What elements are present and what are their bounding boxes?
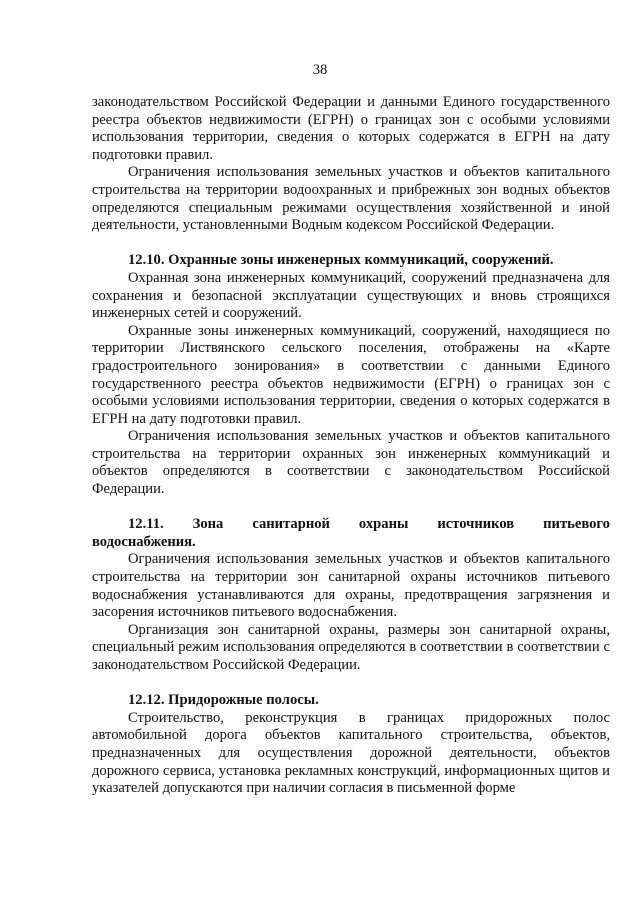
heading-word: 12.11.: [128, 516, 164, 533]
heading-word: охраны: [358, 516, 409, 533]
section-heading-12-11-line2: водоснабжения.: [92, 533, 196, 550]
heading-word: питьевого: [543, 516, 610, 533]
paragraph: Охранная зона инженерных коммуникаций, сооружений предназначена для сохранения и безопасной эксплуатации существующих и вновь строящихся инженерных сетей и сооружений.: [92, 269, 610, 322]
section-heading-12-10: 12.10. Охранные зоны инженерных коммуникаций, сооружений.: [128, 252, 554, 269]
paragraph: Охранные зоны инженерных коммуникаций, сооружений, находящиеся по территории Листвянского сельского поселения, отображены на «Карте градостроительного зонирования» в соответствии с данными Единого государственного реестра объектов недвижимости (ЕГРН) о границах зон с особыми условиями использования территории, сведения о которых содержатся в ЕГРН на дату подготовки правил.: [92, 322, 610, 427]
heading-word: санитарной: [252, 516, 330, 533]
paragraph: Ограничения использования земельных участков и объектов капитального строительства на территории водоохранных и прибрежных зон водных объектов определяются специальным режимами осуществления хозяйственной и иной деятельности, установленными Водным кодексом Российской Федерации.: [92, 164, 610, 234]
heading-word: Зона: [192, 516, 224, 533]
paragraph: Ограничения использования земельных участков и объектов капитального строительства на территории охранных зон инженерных коммуникаций и объектов определяются в соответствии с законодательством Российской Федерации.: [92, 428, 610, 498]
document-body: [92, 94, 610, 798]
paragraph: Ограничения использования земельных участков и объектов капитального строительства на территории зон санитарной охраны источников питьевого водоснабжения устанавливаются для охраны, предотвращения загрязнения и засорения источников питьевого водоснабжения.: [92, 551, 610, 621]
paragraph: Организация зон санитарной охраны, размеры зон санитарной охраны, специальный режим использования определяются в соответствии в соответствии с законодательством Российской Федерации.: [92, 621, 610, 673]
paragraph: Строительство, реконструкция в границах придорожных полос автомобильной дорога объектов капитального строительства, объектов, предназначенных для осуществления дорожной деятельности, объектов дорожного сервиса, установка рекламных конструкций, информационных щитов и указателей допускаются при наличии согласия в письменной форме: [92, 709, 610, 797]
section-heading-12-11: [92, 516, 610, 534]
heading-word: источников: [437, 516, 515, 533]
section-heading-12-12: 12.12. Придорожные полосы.: [128, 692, 319, 709]
paragraph: законодательством Российской Федерации и данными Единого государственного реестра объектов недвижимости (ЕГРН) о границах зон с особыми условиями использования территории, сведения о которых содержатся в ЕГРН на дату подготовки правил.: [92, 94, 610, 163]
page-number: 38: [312, 62, 328, 78]
